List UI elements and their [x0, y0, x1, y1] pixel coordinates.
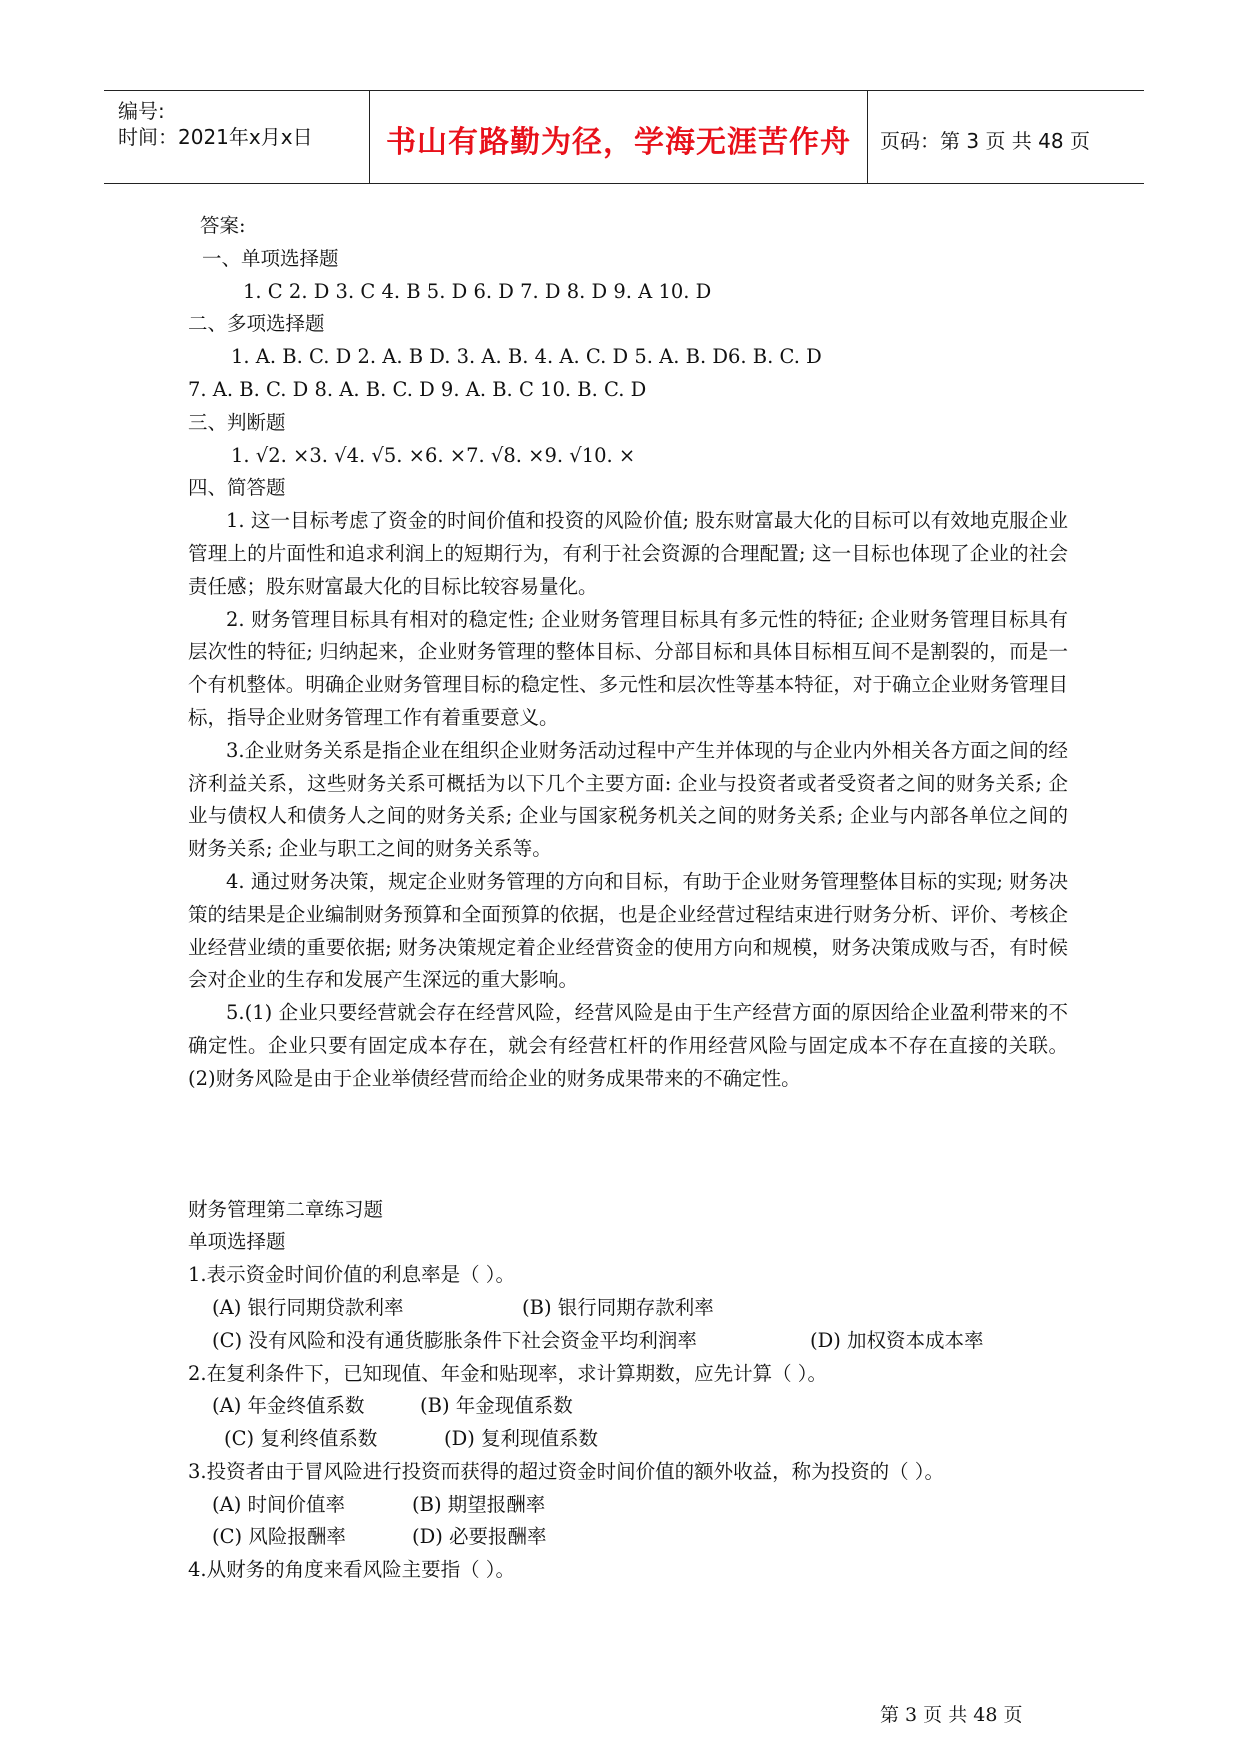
- option-c: (C) 没有风险和没有通货膨胀条件下社会资金平均利润率: [212, 1328, 697, 1352]
- number-label: 编号:: [118, 99, 165, 123]
- option-b: (B) 年金现值系数: [420, 1394, 573, 1418]
- option-b: (B) 期望报酬率: [412, 1492, 546, 1516]
- header-motto-cell: [369, 91, 868, 183]
- chapter-title: 财务管理第二章练习题: [188, 1197, 384, 1221]
- option-a: (A) 银行同期贷款利率: [212, 1295, 404, 1319]
- option-a: (A) 年金终值系数: [212, 1394, 365, 1418]
- answers-title: 答案:: [200, 214, 246, 237]
- section-title-short-answer: 四、简答题: [188, 476, 286, 500]
- page-footer: 第 3 页 共 48 页: [880, 1704, 1023, 1726]
- single-choice-answers: 1. C 2. D 3. C 4. B 5. D 6. D 7. D 8. D 9. A 10. D: [243, 279, 712, 303]
- short-answer-3: 3.企业财务关系是指企业在组织企业财务活动过程中产生并体现的与企业内外相关各方面之间的经济利益关系，这些财务关系可概括为以下几个主要方面: 企业与投资者或者受资者之间的财务关系; 企业与债权人和债务人之间的财务关系; 企业与国家税务机关之间的财务关系; 企业与内部各单位之间的财务关系; 企业与职工之间的财务关系等。: [188, 738, 1068, 861]
- question-3-options-row2: [188, 1521, 1068, 1554]
- time-label: 时间：2021年x月x日: [118, 125, 313, 149]
- question-3-options-row1: [188, 1489, 1068, 1522]
- chapter-section-title: 单项选择题: [188, 1230, 286, 1254]
- motto: 书山有路勤为径，学海无涯苦作舟: [386, 125, 851, 160]
- option-d: (D) 复利现值系数: [444, 1427, 599, 1451]
- option-b: (B) 银行同期存款利率: [522, 1295, 714, 1319]
- page-header: [104, 90, 1144, 184]
- true-false-answers: 1. √2. ×3. √4. √5. ×6. ×7. √8. ×9. √10. ×: [231, 443, 636, 467]
- section-gap: [188, 1096, 1068, 1194]
- page-label: 页码：第 3 页 共 48 页: [880, 129, 1090, 153]
- question-2: 2.在复利条件下，已知现值、年金和贴现率，求计算期数，应先计算（ ）。: [188, 1361, 828, 1385]
- option-d: (D) 必要报酬率: [412, 1525, 547, 1549]
- question-2-options-row2: [188, 1423, 1068, 1456]
- question-1-options-row2: [188, 1325, 1068, 1358]
- short-answer-2: 2. 财务管理目标具有相对的稳定性; 企业财务管理目标具有多元性的特征; 企业财务管理目标具有层次性的特征; 归纳起来，企业财务管理的整体目标、分部目标和具体目标相互间不是割裂的，而是一个有机整体。明确企业财务管理目标的稳定性、多元性和层次性等基本特征，对于确立企业财务管理目标，指导企业财务管理工作有着重要意义。: [188, 607, 1068, 729]
- short-answer-5: 5.(1) 企业只要经营就会存在经营风险，经营风险是由于生产经营方面的原因给企业盈利带来的不确定性。企业只要有固定成本存在，就会有经营杠杆的作用经营风险与固定成本不存在直接的关联。(2)财务风险是由于企业举债经营而给企业的财务成果带来的不确定性。: [188, 1001, 1068, 1090]
- short-answer-1: 1. 这一目标考虑了资金的时间价值和投资的风险价值; 股东财富最大化的目标可以有效地克服企业管理上的片面性和追求利润上的短期行为，有利于社会资源的合理配置; 这一目标也体现了企业的社会责任感；股东财富最大化的目标比较容易量化。: [188, 509, 1068, 598]
- document-body: [188, 210, 1068, 1587]
- multi-choice-answers-line2: 7. A. B. C. D 8. A. B. C. D 9. A. B. C 10. B. C. D: [188, 377, 647, 401]
- question-1-options-row1: [188, 1292, 1068, 1325]
- option-d: (D) 加权资本成本率: [810, 1328, 984, 1352]
- section-title-multi-choice: 二、多项选择题: [188, 312, 325, 336]
- question-4: 4.从财务的角度来看风险主要指（ ）。: [188, 1558, 516, 1582]
- question-3: 3.投资者由于冒风险进行投资而获得的超过资金时间价值的额外收益，称为投资的（ ）。: [188, 1459, 945, 1483]
- question-1: 1.表示资金时间价值的利息率是（ ）。: [188, 1263, 516, 1287]
- header-left-cell: [104, 91, 369, 183]
- section-title-true-false: 三、判断题: [188, 410, 286, 434]
- header-right-cell: [866, 91, 1144, 183]
- section-title-single-choice: 一、单项选择题: [202, 246, 339, 270]
- short-answer-4: 4. 通过财务决策，规定企业财务管理的方向和目标，有助于企业财务管理整体目标的实现; 财务决策的结果是企业编制财务预算和全面预算的依据，也是企业经营过程结束进行财务分析、评价、考核企业经营业绩的重要依据; 财务决策规定着企业经营资金的使用方向和规模，财务决策成败与否，有时候会对企业的生存和发展产生深远的重大影响。: [188, 869, 1068, 992]
- multi-choice-answers-line1: 1. A. B. C. D 2. A. B D. 3. A. B. 4. A. C. D 5. A. B. D6. B. C. D: [231, 345, 822, 369]
- option-c: (C) 风险报酬率: [212, 1525, 346, 1549]
- question-2-options-row1: [188, 1390, 1068, 1423]
- option-a: (A) 时间价值率: [212, 1492, 345, 1516]
- option-c: (C) 复利终值系数: [224, 1427, 378, 1451]
